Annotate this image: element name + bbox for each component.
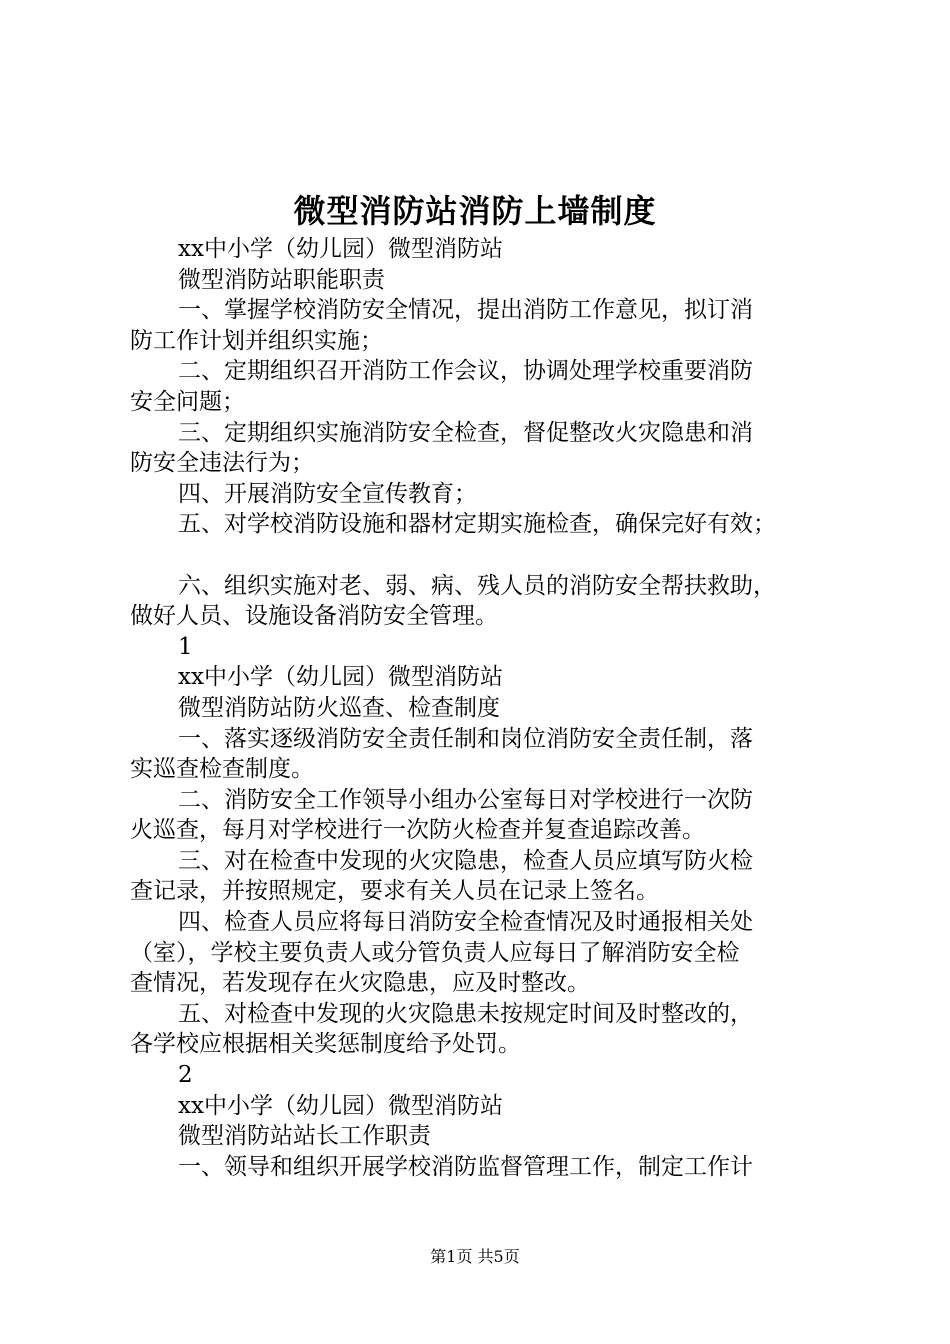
section-number: 1 [178,633,193,660]
text-line: xx中小学（幼儿园）微型消防站 [178,1092,503,1119]
text-line: （室），学校主要负责人或分管负责人应每日了解消防安全检 [130,939,740,966]
text-line: 安全问题； [130,388,245,415]
text-line: 做好人员、设施设备消防安全管理。 [130,603,498,630]
text-line: 一、落实逐级消防安全责任制和岗位消防安全责任制，落 [178,725,753,752]
text-line: xx中小学（幼儿园）微型消防站 [178,236,503,262]
text-line: 三、定期组织实施消防安全检查，督促整改火灾隐患和消 [178,419,753,446]
text-line: 微型消防站防火巡查、检查制度 [178,694,500,721]
text-line: 一、掌握学校消防安全情况，提出消防工作意见，拟订消 [178,297,753,324]
page-footer: 第1页 共5页 [430,1247,520,1266]
text-line: 三、对在检查中发现的火灾隐患，检查人员应填写防火检 [178,847,753,874]
text-line: 五、对学校消防设施和器材定期实施检查，确保完好有效； [178,511,776,538]
text-line: 防工作计划并组织实施； [130,327,383,354]
text-line: 查记录，并按照规定，要求有关人员在记录上签名。 [130,878,659,905]
text-line: 各学校应根据相关奖惩制度给予处罚。 [130,1031,521,1058]
text-line: 五、对检查中发现的火灾隐患未按规定时间及时整改的， [178,1000,753,1027]
text-line: 六、组织实施对老、弱、病、残人员的消防安全帮扶救助， [178,572,776,599]
text-line: 实巡查检查制度。 [130,756,314,783]
text-line: 四、开展消防安全宣传教育； [178,480,477,507]
document-body [130,234,842,1182]
text-line: 二、消防安全工作领导小组办公室每日对学校进行一次防 [178,786,753,813]
section-number: 2 [178,1062,193,1089]
text-line: 防安全违法行为； [130,450,314,477]
text-line: 四、检查人员应将每日消防安全检查情况及时通报相关处 [178,909,753,936]
text-line: 一、领导和组织开展学校消防监督管理工作，制定工作计 [178,1153,753,1180]
text-line: xx中小学（幼儿园）微型消防站 [178,664,503,691]
text-line: 微型消防站职能职责 [178,266,385,293]
document-title: 微型消防站消防上墙制度 [293,192,657,230]
text-line: 二、定期组织召开消防工作会议，协调处理学校重要消防 [178,358,753,385]
text-line: 微型消防站站长工作职责 [178,1123,431,1150]
text-line: 火巡查，每月对学校进行一次防火检查并复查追踪改善。 [130,817,705,844]
text-line: 查情况，若发现存在火灾隐患，应及时整改。 [130,970,590,997]
blank-line [130,540,842,571]
